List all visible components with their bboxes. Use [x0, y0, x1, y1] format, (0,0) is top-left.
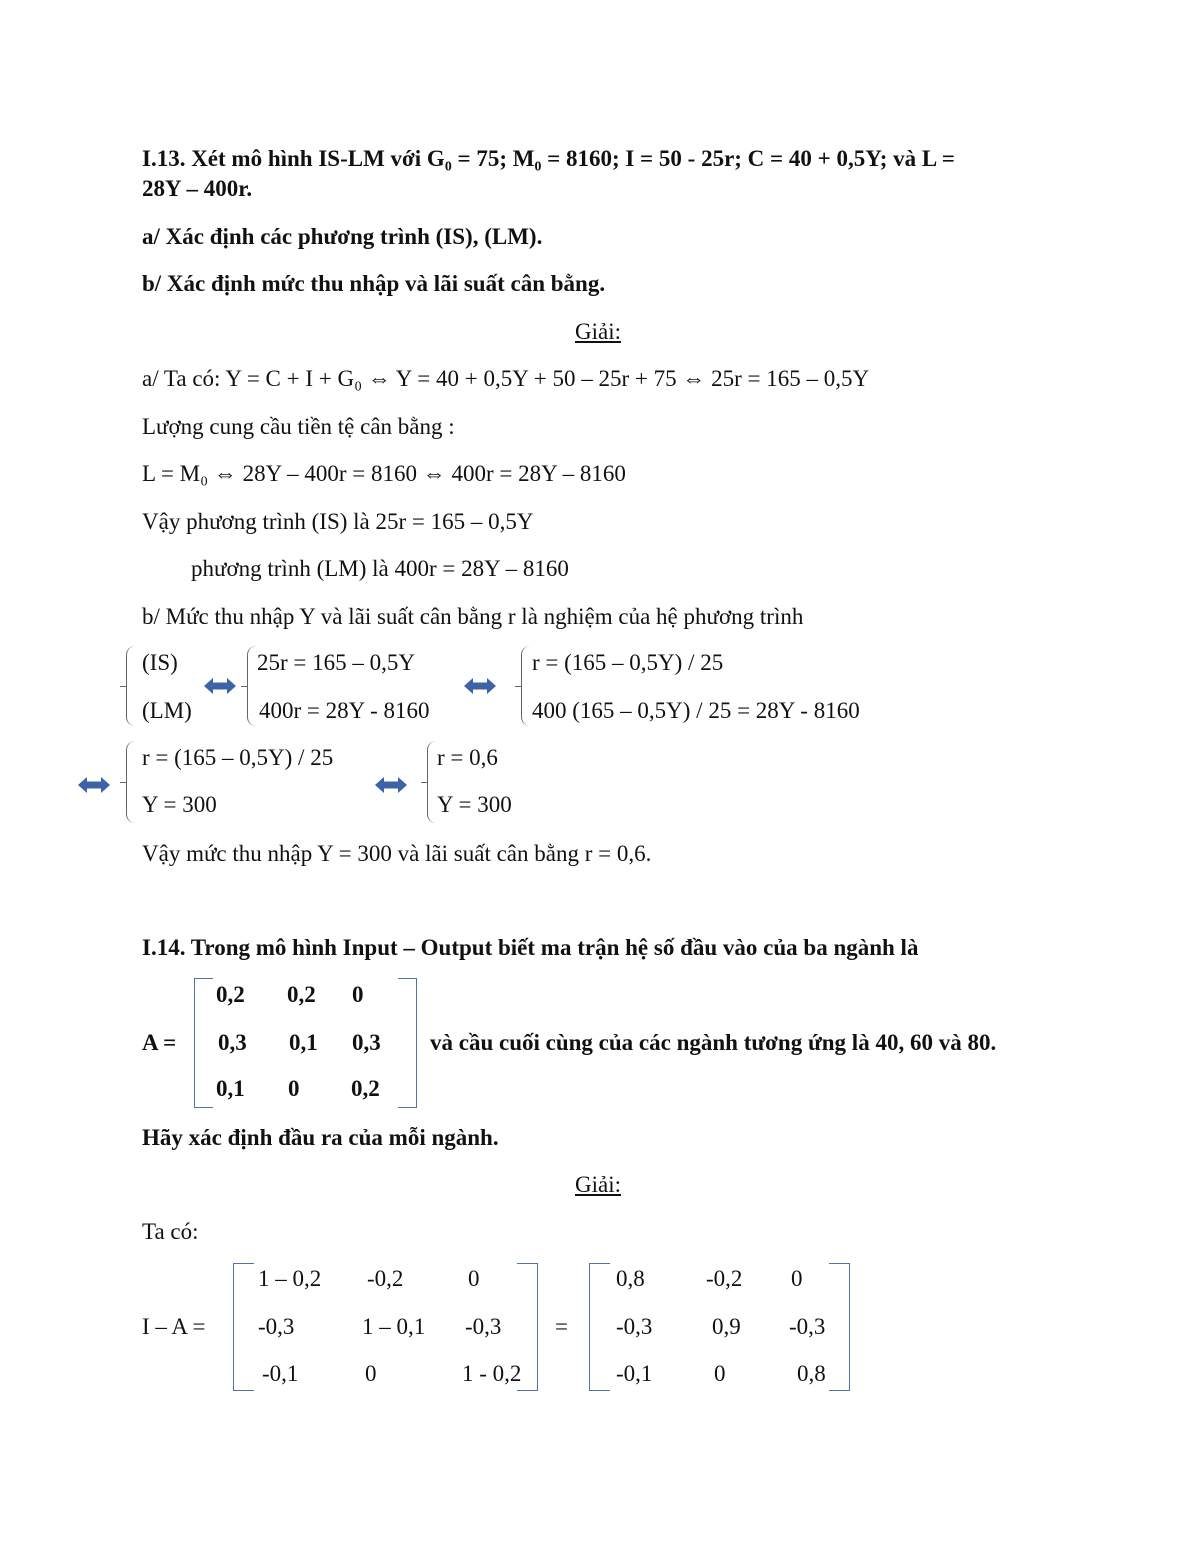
problem-14-question: Hãy xác định đầu ra của mỗi ngành. [142, 1125, 499, 1150]
system3-bottom: 400 (165 – 0,5Y) / 25 = 28Y - 8160 [532, 698, 860, 723]
solution-a-line: a/ Ta có: Y = C + I + G₀ ⇔ Y = 40 + 0,5Y + 50 – 25r + 75 ⇔ 25r = 165 – 0,5Y [142, 366, 870, 391]
matrix-ia-cell: 0 [714, 1361, 726, 1386]
equivalence-arrow-icon [204, 676, 236, 696]
matrix-a-right-bracket [398, 978, 417, 1108]
matrix-a-cell: 0,3 [218, 1030, 247, 1055]
matrix-ia-cell: -0,3 [616, 1314, 653, 1339]
ta-co-label: Ta có: [142, 1219, 199, 1244]
matrix-a-label: A = [142, 1030, 177, 1055]
equivalence-arrow-icon [464, 676, 496, 696]
matrix-a-cell: 0,2 [287, 982, 316, 1007]
system-brace-1 [126, 646, 135, 726]
problem-13-statement-line1: I.13. Xét mô hình IS-LM với G₀ = 75; M₀ = 8160; I = 50 - 25r; C = 40 + 0,5Y; và L = [142, 146, 955, 171]
problem-13-part-b: b/ Xác định mức thu nhập và lãi suất cân bằng. [142, 271, 606, 296]
matrix-a-cell: 0,3 [352, 1030, 381, 1055]
matrix-ia-expr-cell: -0,2 [367, 1266, 404, 1291]
matrix-a-left-bracket [194, 978, 213, 1108]
solution-heading-14: Giải: [575, 1172, 621, 1197]
problem-13-part-a: a/ Xác định các phương trình (IS), (LM). [142, 224, 543, 249]
system3-top: r = (165 – 0,5Y) / 25 [532, 650, 724, 675]
problem-13-statement-line2: 28Y – 400r. [142, 176, 253, 201]
matrix-ia-expr-cell: 0 [365, 1361, 377, 1386]
system5-bottom: Y = 300 [437, 792, 512, 817]
system4-bottom: Y = 300 [142, 792, 217, 817]
solution-heading-13: Giải: [575, 319, 621, 344]
matrix-ia-cell: -0,3 [789, 1314, 826, 1339]
equivalence-arrow-icon [375, 775, 407, 795]
conclusion-is: Vậy phương trình (IS) là 25r = 165 – 0,5Y [142, 509, 534, 534]
matrix-ia-expr-cell: -0,3 [465, 1314, 502, 1339]
solution-b-intro: b/ Mức thu nhập Y và lãi suất cân bằng r là nghiệm của hệ phương trình [142, 604, 804, 629]
matrix-ia-cell: 0,8 [797, 1361, 826, 1386]
equivalence-arrow-icon [78, 775, 110, 795]
system-brace-5 [427, 741, 436, 823]
system1-top: (IS) [142, 650, 178, 675]
equals-sign: = [555, 1314, 568, 1339]
money-equilibrium-title: Lượng cung cầu tiền tệ cân bằng : [142, 414, 455, 439]
system4-top: r = (165 – 0,5Y) / 25 [142, 745, 334, 770]
system1-bottom: (LM) [142, 698, 192, 723]
system-brace-3 [521, 646, 530, 726]
i-minus-a-label: I – A = [142, 1314, 206, 1339]
matrix-ia-cell: 0,8 [616, 1266, 645, 1291]
matrix-ia-cell: 0,9 [712, 1314, 741, 1339]
matrix-ia-expr-left-bracket [233, 1263, 254, 1391]
matrix-a-cell: 0,2 [216, 982, 245, 1007]
matrix-ia-left-bracket [589, 1263, 610, 1391]
matrix-a-cell: 0 [352, 982, 364, 1007]
matrix-a-cell: 0,1 [289, 1030, 318, 1055]
matrix-ia-expr-cell: -0,3 [258, 1314, 295, 1339]
matrix-a-cell: 0,1 [216, 1076, 245, 1101]
system5-top: r = 0,6 [437, 745, 498, 770]
system2-bottom: 400r = 28Y - 8160 [259, 698, 430, 723]
lm-derivation-line: L = M₀ ⇔ 28Y – 400r = 8160 ⇔ 400r = 28Y – 8160 [142, 461, 626, 486]
matrix-ia-expr-cell: 1 – 0,2 [258, 1266, 322, 1291]
matrix-ia-expr-cell: -0,1 [262, 1361, 299, 1386]
system-brace-2 [247, 646, 256, 726]
matrix-ia-cell: 0 [791, 1266, 803, 1291]
matrix-ia-cell: -0,2 [706, 1266, 743, 1291]
final-conclusion: Vậy mức thu nhập Y = 300 và lãi suất cân bằng r = 0,6. [142, 841, 652, 866]
problem-14-statement: I.14. Trong mô hình Input – Output biết ma trận hệ số đầu vào của ba ngành là [142, 935, 919, 960]
matrix-ia-expr-cell: 0 [468, 1266, 480, 1291]
matrix-a-cell: 0 [288, 1076, 300, 1101]
final-demand-text: và cầu cuối cùng của các ngành tương ứng là 40, 60 và 80. [430, 1030, 997, 1055]
matrix-ia-expr-cell: 1 – 0,1 [362, 1314, 426, 1339]
matrix-ia-right-bracket [829, 1263, 850, 1391]
conclusion-lm: phương trình (LM) là 400r = 28Y – 8160 [191, 556, 569, 581]
matrix-ia-expr-cell: 1 - 0,2 [462, 1361, 522, 1386]
matrix-a-cell: 0,2 [351, 1076, 380, 1101]
system-brace-4 [126, 741, 135, 823]
system2-top: 25r = 165 – 0,5Y [257, 650, 415, 675]
matrix-ia-cell: -0,1 [616, 1361, 653, 1386]
